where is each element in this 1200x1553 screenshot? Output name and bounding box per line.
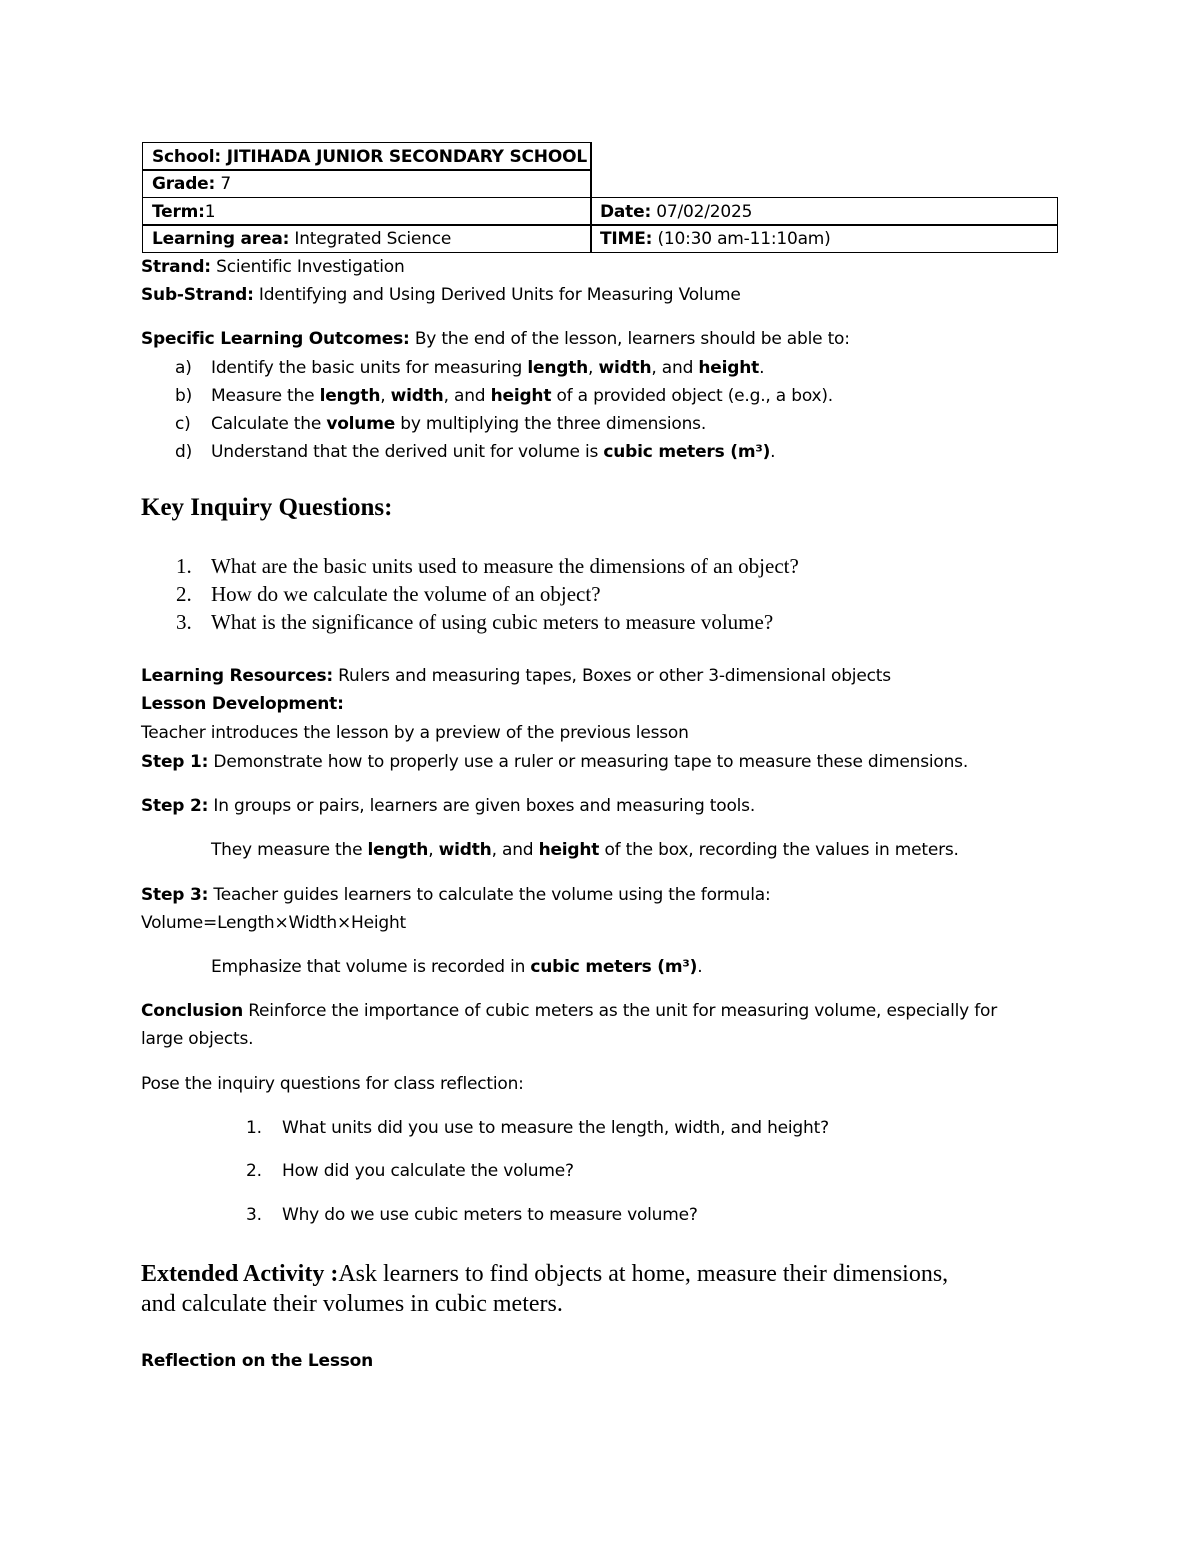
outcome-b-text [211, 385, 833, 407]
text-run: . [770, 442, 776, 462]
text-run: Identify the basic units for measuring [211, 358, 528, 378]
text-run: Measure the [211, 386, 320, 406]
reflection-label: Reflection on the Lesson [141, 1351, 374, 1371]
text-run: of the box, recording the values in meters. [599, 840, 959, 860]
outcome-b [175, 385, 192, 407]
bold-run: length [367, 840, 429, 860]
step-label: Step 1: [141, 752, 209, 772]
outcome-marker: c) [175, 414, 191, 434]
outcome-marker: a) [175, 358, 192, 378]
text-run: . [759, 358, 765, 378]
step-text: In groups or pairs, learners are given boxes and measuring tools. [208, 796, 756, 816]
school-label: School: [152, 147, 222, 167]
pose-questions: Pose the inquiry questions for class reflection: [141, 1074, 524, 1094]
sub-strand-label: Sub-Strand: [141, 285, 254, 305]
text-run: Emphasize that volume is recorded in [211, 957, 531, 977]
conclusion-line-1 [141, 1000, 997, 1022]
text-run: , and [491, 840, 539, 860]
text-run: , [380, 386, 391, 406]
school-name: JITIHADA JUNIOR SECONDARY SCHOOL [221, 147, 587, 167]
extended-activity-line-1 [141, 1259, 948, 1289]
bold-run: width [598, 358, 652, 378]
question-number: 3. [176, 610, 192, 634]
bold-run: height [698, 358, 760, 378]
bold-run: cubic meters (m³) [530, 957, 698, 977]
term-value: 1 [204, 202, 216, 222]
reflection-question-2: How did you calculate the volume? [282, 1161, 574, 1181]
date-value: 07/02/2025 [651, 202, 753, 222]
text-run: , and [651, 358, 699, 378]
emphasize-line [211, 956, 702, 978]
step-2-sub [211, 839, 959, 861]
question-number: 2. [176, 582, 192, 606]
step-label: Step 3: [141, 885, 209, 905]
outcome-marker: b) [175, 386, 193, 406]
strand-value: Scientific Investigation [210, 257, 405, 277]
bold-run: length [527, 358, 589, 378]
outcome-marker: d) [175, 442, 193, 462]
text-run: . [697, 957, 703, 977]
inquiry-question-3 [176, 609, 192, 635]
text-run: of a provided object (e.g., a box). [551, 386, 833, 406]
outcome-d [175, 441, 192, 463]
text-run: , and [443, 386, 491, 406]
extended-activity-line-2: and calculate their volumes in cubic meters. [141, 1291, 563, 1317]
reflection-heading [141, 1350, 373, 1372]
outcomes-intro: By the end of the lesson, learners should be able to: [409, 329, 850, 349]
inquiry-question-1 [176, 553, 192, 579]
time-value: (10:30 am-11:10am) [652, 229, 831, 249]
bold-run: volume [326, 414, 396, 434]
reflection-question-1-number: 1. [246, 1118, 262, 1138]
resources-value: Rulers and measuring tapes, Boxes or other 3-dimensional objects [332, 666, 891, 686]
extended-activity-label: Extended Activity : [141, 1261, 339, 1287]
outcome-c-text [211, 413, 706, 435]
outcomes-heading [141, 328, 850, 350]
outcome-a [175, 357, 192, 379]
date-label: Date: [600, 202, 652, 222]
time-cell [590, 224, 1058, 253]
lesson-development-heading [141, 693, 344, 715]
learning-area-cell [142, 224, 592, 253]
reflection-question-3-number: 3. [246, 1205, 262, 1225]
date-cell [590, 197, 1058, 226]
text-run: , [588, 358, 599, 378]
term-cell [142, 197, 592, 226]
sub-strand-value: Identifying and Using Derived Units for Measuring Volume [253, 285, 741, 305]
text-run: Calculate the [211, 414, 327, 434]
reflection-question-1: What units did you use to measure the length, width, and height? [282, 1118, 829, 1138]
conclusion-text: Reinforce the importance of cubic meters as the unit for measuring volume, especially for [243, 1001, 997, 1021]
bold-run: height [538, 840, 600, 860]
text-run: by multiplying the three dimensions. [395, 414, 707, 434]
step-2 [141, 795, 755, 817]
grade-cell [142, 169, 592, 198]
bold-run: width [438, 840, 492, 860]
time-label: TIME: [600, 229, 653, 249]
step-label: Step 2: [141, 796, 209, 816]
key-inquiry-heading: Key Inquiry Questions: [141, 494, 393, 521]
reflection-question-3: Why do we use cubic meters to measure volume? [282, 1205, 698, 1225]
inquiry-question-2 [176, 581, 192, 607]
grade-label: Grade: [152, 174, 216, 194]
learning-area-value: Integrated Science [289, 229, 452, 249]
outcome-c [175, 413, 191, 435]
lesson-intro: Teacher introduces the lesson by a preview of the previous lesson [141, 723, 689, 743]
strand-label: Strand: [141, 257, 211, 277]
term-label: Term: [152, 202, 205, 222]
strand-line [141, 256, 405, 278]
learning-area-label: Learning area: [152, 229, 290, 249]
conclusion-line-2: large objects. [141, 1029, 254, 1049]
bold-run: length [319, 386, 381, 406]
resources-line [141, 665, 891, 687]
step-text: Teacher guides learners to calculate the volume using the formula: [208, 885, 771, 905]
bold-run: width [390, 386, 444, 406]
bold-run: cubic meters (m³) [603, 442, 771, 462]
school-cell [142, 142, 592, 171]
step-3 [141, 884, 770, 906]
step-text: Demonstrate how to properly use a ruler or measuring tape to measure these dimensions. [208, 752, 969, 772]
sub-strand-line [141, 284, 741, 306]
reflection-question-2-number: 2. [246, 1161, 262, 1181]
conclusion-label: Conclusion [141, 1001, 243, 1021]
grade-value: 7 [215, 174, 231, 194]
volume-formula: Volume=Length×Width×Height [141, 913, 406, 933]
lesson-development-label: Lesson Development: [141, 694, 344, 714]
inquiry-question-2-text: How do we calculate the volume of an object? [211, 582, 601, 606]
text-run: They measure the [211, 840, 368, 860]
outcomes-label: Specific Learning Outcomes: [141, 329, 410, 349]
step-1 [141, 751, 968, 773]
inquiry-question-1-text: What are the basic units used to measure the dimensions of an object? [211, 554, 799, 578]
outcome-d-text [211, 441, 775, 463]
outcome-a-text [211, 357, 764, 379]
question-number: 1. [176, 554, 192, 578]
bold-run: height [490, 386, 552, 406]
resources-label: Learning Resources: [141, 666, 333, 686]
inquiry-question-3-text: What is the significance of using cubic meters to measure volume? [211, 610, 774, 634]
extended-activity-text: Ask learners to find objects at home, measure their dimensions, [338, 1261, 949, 1287]
text-run: Understand that the derived unit for volume is [211, 442, 604, 462]
text-run: , [428, 840, 439, 860]
